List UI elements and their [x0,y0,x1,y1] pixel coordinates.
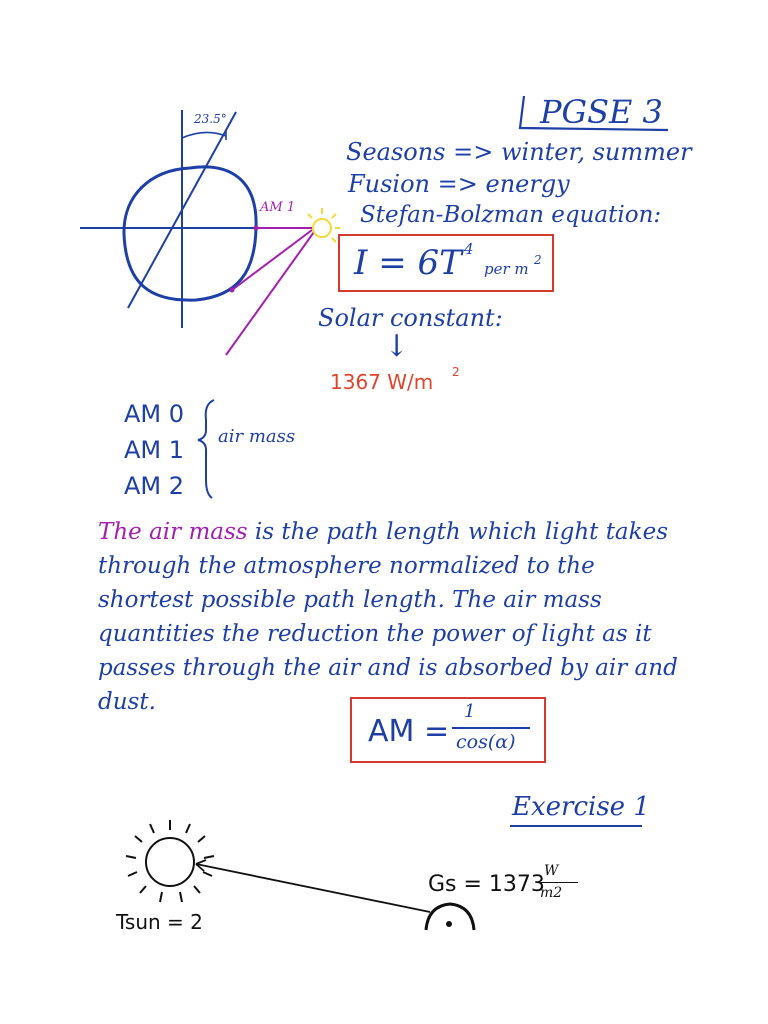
airmass-label: air mass [218,426,296,447]
radiation-arrow [196,864,430,912]
exercise-sun-icon [126,820,214,902]
solar-constant-label: Solar constant: [318,304,503,332]
am1-label: AM 1 [260,200,296,215]
stefan-note: Stefan-Bolzman equation: [360,202,662,228]
gs-unit-numerator: W [544,863,559,879]
solar-constant-value: 1367 W/m [330,370,434,394]
stefan-formula-unit: per m [484,260,529,278]
seasons-note: Seasons => winter, summer [346,138,692,166]
gs-unit-denominator: m2 [540,885,563,901]
airmass-brace [198,400,214,498]
stefan-formula-unit-exponent: 2 [534,253,542,267]
airmass-item: AM 2 [124,472,185,500]
tilt-angle-label: 23.5° [194,112,227,126]
sun-icon [308,208,340,242]
ray-am3 [226,232,314,355]
airmass-item: AM 0 [124,400,185,428]
airmass-definition [98,515,678,722]
down-arrow-icon: ↓ [384,329,410,364]
tilt-angle-arc [182,132,226,138]
stefan-formula-exponent: 4 [464,240,474,258]
fusion-note: Fusion => energy [348,170,570,198]
stefan-formula: I = 6T [354,243,462,283]
solar-constant-exponent: 2 [452,365,460,379]
gs-unit-fraction-bar [538,882,578,883]
airmass-item: AM 1 [124,436,185,464]
page-title: PGSE 3 [540,93,663,131]
airmass-definition-text: is the path length which light takes through the atmosphere normalized to the shortest possible path length. The air mass quantities the reduction the power of light as it passes through the air and is absorbed by air and dust. [98,519,678,715]
exercise-title: Exercise 1 [512,792,650,822]
am-formula-numerator: 1 [464,701,476,722]
stefan-formula-box [338,234,554,292]
tsun-label: Tsun = 2 [116,910,203,934]
am-formula-fraction-bar [452,727,530,729]
airmass-definition-highlight: The air mass [98,519,248,545]
am-formula-lhs: AM = [368,714,450,749]
gs-label: Gs = 1373 [428,872,545,897]
am-formula-box [350,697,546,763]
ray-am2 [232,230,312,290]
am-formula-denominator: cos(α) [456,731,516,753]
